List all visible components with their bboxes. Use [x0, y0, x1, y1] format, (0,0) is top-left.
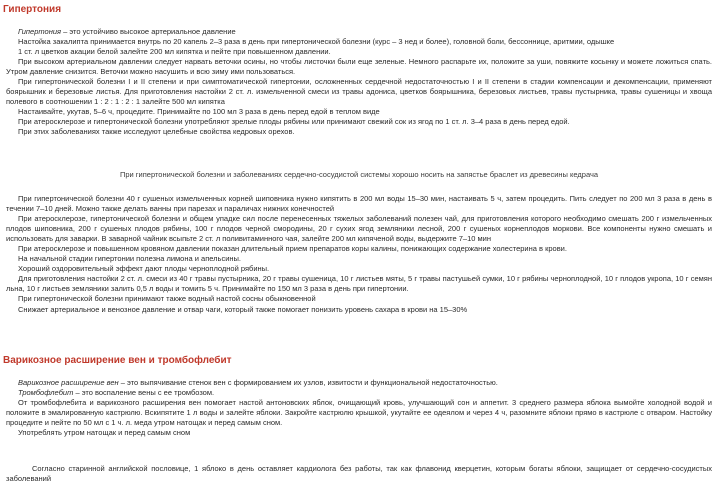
definition-paragraph: [6, 378, 712, 388]
definition-term: Варикозное расширение вен: [18, 378, 119, 387]
remedy-paragraph: Употреблять утром натощак и перед самым сном: [18, 428, 191, 438]
section-title-hypertension: Гипертония: [3, 4, 62, 15]
remedy-paragraph: При атеросклерозе и гипертонической болезни употребляют зрелые плоды рябины или принимают свежий сок из ягод по 1 ст. л. 3–4 раза в день перед едой.: [18, 117, 570, 127]
definition-text: – это устойчиво высокое артериальное давление: [61, 27, 236, 36]
remedy-paragraph: При атеросклерозе и повышенном кровяном давлении показан длительный прием препаратов коры калины, понижающих содержание холестерина в крови.: [18, 244, 567, 254]
definition-text: – это выпячивание стенок вен с формированием их узлов, извитости и функциональной недостаточностью.: [118, 378, 498, 387]
remedy-paragraph: Хороший оздоровительный эффект дают плоды черноплодной рябины.: [18, 264, 270, 274]
remedy-paragraph: При высоком артериальном давлении следует нарвать веточки осины, но чтобы листочки были еще зеленые. Немного распарьте их, положите за уши, повяжите косынку и можете ложиться спать. Утром давление снизится. Веточки можно насушить и всю зиму ими пользоваться.: [6, 57, 712, 77]
definition-term: Гипертония: [18, 27, 62, 36]
hypertension-body-1: [6, 27, 712, 138]
center-note: При гипертонической болезни и заболеваниях сердечно-сосудистой системы хорошо носить на запястье браслет из древесины кедрача: [119, 170, 599, 179]
remedy-paragraph: При этих заболеваниях также исследуют целебные свойства кедровых орехов.: [18, 127, 295, 137]
remedy-paragraph: Настаивайте, укутав, 5–6 ч, процедите. Принимайте по 100 мл 3 раза в день перед едой в теплом виде: [18, 107, 380, 117]
definition-paragraph: [6, 388, 712, 398]
closing-paragraph: Согласно старинной английской пословице, 1 яблоко в день оставляет кардиолога без работы, так как флавонид кверцетин, которым богаты яблоки, защищает от сердечно-сосудистых заболеваний: [6, 464, 712, 484]
remedy-paragraph: При гипертонической болезни 40 г сушеных измельченных корней шиповника нужно кипятить в 200 мл воды 15–30 мин, настаивать 5 ч, затем процедить. Пить следует по 200 мл 3 раза в день в течении 7–10 дней. Можно также делать ванны при парезах и параличах нижних конечностей: [6, 194, 712, 214]
definition-term: Тромбофлебит: [18, 388, 74, 398]
varicose-body: [6, 378, 712, 438]
remedy-paragraph: 1 ст. л цветков акации белой залейте 200 мл кипятка и пейте при повышенном давлении.: [18, 47, 331, 57]
definition-paragraph: [6, 27, 712, 37]
remedy-paragraph: От тромбофлебита и варикозного расширения вен помогает настой антоновских яблок, очищающий кровь, улучшающий сон и аппетит. 3 среднего размера яблока вымойте холодной водой и положите в эмалированную кастрюлю. Вскипятите 1 л воды и залейте яблоки. Закройте кастрюлю крышкой, укутайте ее одеялом и через 4 ч, разомните яблоки прямо в кастрюле с отваром. Настойку процедите и пейте по 50 мл с 1 ч. л. меда утром натощак и перед самым сном.: [6, 398, 712, 428]
remedy-paragraph: При атеросклерозе, гипертонической болезни и общем упадке сил после перенесенных тяжелых заболеваний полезен чай, для приготовления которого необходимо смешать 200 г измельченных плодов шиповника, 200 г сушеных плодов рябины, 100 г плодов черной смородины, 20 г сухих ягод земляники лесной, 200 г сушеных корнеплодов моркови. Все компоненты нужно смешать и использовать для заварки. В заварной чайник всыпьте 2 ст. л поливитаминного чая, залейте 200 мл кипяченой воды, выдержите 7–10 мин: [6, 214, 712, 244]
remedy-paragraph: При гипертонической болезни I и II степени и при симптоматической гипертонии, осложненных сердечной недостаточностью I и II степени в стадии компенсации и декомпенсации, применяют боярышник и березовые листья. Для приготовления настойки 2 ст. л. измельченной смеси из травы адониса, цветков боярышника, березовых листьев, травы пустырника, травы сушеницы и хвоща полевого в соотношении 1 : 2 : 1 : 2 : 1 залейте 500 мл кипятка: [6, 77, 712, 107]
section-title-varicose: Варикозное расширение вен и тромбофлебит: [3, 355, 232, 366]
remedy-paragraph: На начальной стадии гипертонии полезна лимона и апельсины.: [18, 254, 242, 264]
hypertension-body-2: [6, 194, 712, 315]
remedy-paragraph: При гипертонической болезни принимают также водный настой сосны обыкновенной: [18, 294, 316, 304]
center-note-block: [6, 170, 712, 180]
closing-block: [6, 464, 712, 484]
remedy-paragraph: Для приготовления настойки 2 ст. л. смеси из 40 г травы пустырника, 20 г травы сушеница, 10 г листьев мяты, 5 г травы пастушьей сумки, 10 г рябины черноплодной, 10 г плодов укропа, 10 г семян льна, 10 г листьев земляники залить 0,5 л воды и томить 5 ч. Принимайте по 150 мл 3 раза в день при гипертонии.: [6, 274, 712, 294]
definition-text: – это воспаление вены с ее тромбозом.: [73, 388, 215, 398]
remedy-paragraph: Настойка закалипта принимается внутрь по 20 капель 2–3 раза в день при гипертонической болезни (курс – 3 нед и более), головной боли, бессоннице, аритмии, одышке: [18, 37, 615, 47]
remedy-paragraph: Снижает артериальное и венозное давление и отвар чаги, который также помогает понизить уровень сахара в крови на 15–30%: [18, 304, 468, 314]
